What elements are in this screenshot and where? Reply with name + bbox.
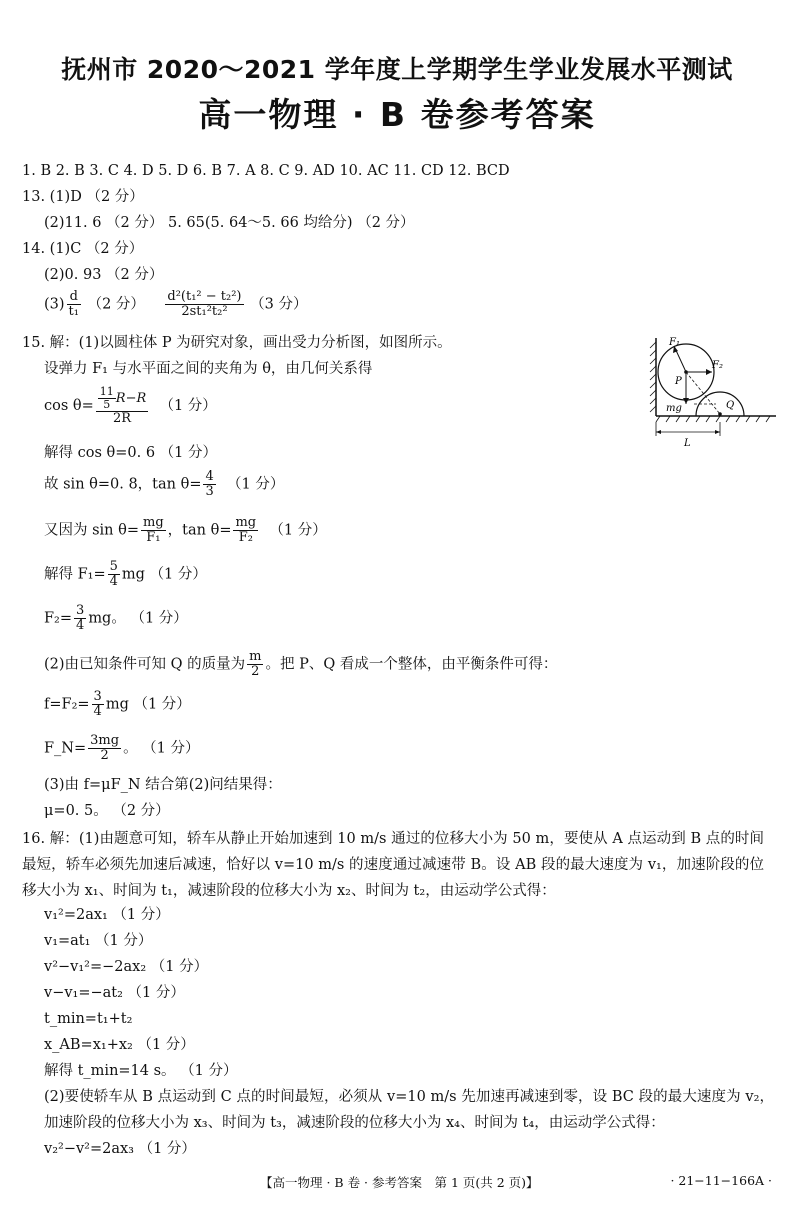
label-F1: F₁ bbox=[669, 337, 680, 348]
fraction-denominator: 5 bbox=[103, 398, 111, 411]
fraction-denominator: F₁ bbox=[146, 530, 161, 545]
fraction-numerator: 4 bbox=[205, 469, 214, 484]
fraction-denominator: 2R bbox=[112, 411, 132, 426]
footer-code: · 21−11−166A · bbox=[670, 1173, 772, 1188]
q15-mu: μ=0. 5。 （2 分） bbox=[44, 803, 170, 819]
fraction bbox=[108, 560, 120, 589]
fraction bbox=[203, 470, 215, 499]
fraction bbox=[88, 734, 121, 763]
fraction bbox=[247, 650, 263, 679]
q15-part3: (3)由 f=μF_N 结合第(2)问结果得： bbox=[44, 777, 282, 793]
score: （1 分） bbox=[226, 476, 285, 493]
label-Q: Q bbox=[726, 400, 735, 411]
q15-F2 bbox=[44, 604, 188, 633]
force-diagram bbox=[644, 332, 780, 450]
answers-line: 1. B 2. B 3. C 4. D 5. D 6. B 7. A 8. C 9. AD 10. AC 11. CD 12. BCD bbox=[22, 163, 510, 179]
q15-cos-eq bbox=[44, 386, 217, 426]
fraction-numerator: m bbox=[249, 649, 262, 664]
q16-eq: v₁²=2ax₁ （1 分） bbox=[44, 907, 170, 923]
eq-prefix: 又因为 sin θ= bbox=[44, 522, 140, 539]
fraction-denominator: 4 bbox=[93, 704, 102, 719]
score: （1 分） bbox=[269, 522, 327, 539]
fraction-numerator: mg bbox=[143, 515, 164, 530]
eq-suffix: 。 （1 分） bbox=[123, 740, 200, 757]
fraction bbox=[67, 290, 81, 319]
fraction-numerator: 3 bbox=[93, 689, 102, 704]
q15-F1 bbox=[44, 560, 207, 589]
arrowhead-icon bbox=[683, 398, 689, 404]
fraction-numerator: 5 bbox=[109, 559, 118, 574]
fraction-numerator: 11 bbox=[99, 385, 114, 398]
q16-part2: (2)要使轿车从 B 点运动到 C 点的时间最短，必须从 v=10 m/s 先加速再减速到零，设 BC 段的最大速度为 v₂，加速阶段的位移大小为 x₃、时间为 t₃，减速阶段的位移大小为 x₄、时间为 t₄，由运动学公式得： bbox=[44, 1089, 774, 1131]
eq-prefix: F_N= bbox=[44, 740, 87, 757]
q14-part3 bbox=[44, 290, 307, 319]
eq-prefix: 故 sin θ=0. 8，tan θ= bbox=[44, 476, 202, 493]
q15-sin-tan bbox=[44, 470, 284, 499]
q16-part1: 16. 解：(1)由题意可知，轿车从静止开始加速到 10 m/s 通过的位移大小为 50 m，要使从 A 点运动到 B 点的时间最短，轿车必须先加速后减速，恰好以 v=10 m/s 的速度通过减速带 B。设 AB 段的最大速度为 v₁，加速阶段的位移大小为 x₁、时间为 t₁，减速阶段的位移大小为 x₂、时间为 t₂，由运动学公式得： bbox=[22, 831, 764, 899]
eq-prefix: (2)由已知条件可知 Q 的质量为 bbox=[44, 656, 246, 673]
q14-part1: 14. (1)C （2 分） bbox=[22, 241, 144, 257]
eq-prefix: cos θ= bbox=[44, 398, 94, 414]
footer-page-info: 【高一物理 · B 卷 · 参考答案 第 1 页(共 2 页)】 bbox=[260, 1175, 539, 1190]
eq-suffix: mg。 （1 分） bbox=[88, 610, 188, 627]
label-F2: F₂ bbox=[712, 360, 723, 371]
arrowhead-icon bbox=[715, 430, 720, 434]
fraction bbox=[165, 290, 243, 319]
q15-friction bbox=[44, 690, 191, 719]
fraction-numerator: 3 bbox=[76, 603, 85, 618]
fraction bbox=[141, 516, 166, 545]
q15-intro: 15. 解：(1)以圆柱体 P 为研究对象，画出受力分析图，如图所示。 bbox=[22, 335, 452, 351]
q14-part3-prefix: (3) bbox=[44, 296, 65, 313]
eq-prefix: F₂= bbox=[44, 610, 73, 627]
fraction-denominator: 2 bbox=[251, 664, 260, 679]
arrowhead-icon bbox=[656, 430, 661, 434]
q15-line: 设弹力 F₁ 与水平面之间的夹角为 θ，由几何关系得 bbox=[44, 361, 373, 377]
eq-prefix: 解得 F₁= bbox=[44, 566, 106, 583]
fraction-denominator: 3 bbox=[205, 484, 214, 499]
fraction-numerator: d²(t₁² − t₂²) bbox=[167, 289, 242, 304]
floor-hatch bbox=[656, 416, 770, 422]
eq-suffix: mg （1 分） bbox=[105, 696, 191, 713]
q13-part1: 13. (1)D （2 分） bbox=[22, 189, 144, 205]
label-mg: mg bbox=[666, 403, 682, 414]
fraction bbox=[74, 604, 86, 633]
q16-eq: t_min=t₁+t₂ bbox=[44, 1011, 133, 1027]
fraction bbox=[92, 690, 104, 719]
q15-normal bbox=[44, 734, 200, 763]
q16-eq: v₁=at₁ （1 分） bbox=[44, 933, 153, 949]
fraction-denominator: t₁ bbox=[68, 304, 79, 319]
score: （2 分） bbox=[87, 296, 145, 313]
wall-hatch bbox=[650, 342, 656, 412]
page-title: 抚州市 2020～2021 学年度上学期学生学业发展水平测试 bbox=[61, 55, 733, 84]
fraction-denominator: 2st₁²t₂² bbox=[181, 304, 228, 319]
q16-eq: v²−v₁²=−2ax₂ （1 分） bbox=[44, 959, 209, 975]
q16-eq: v−v₁=−at₂ （1 分） bbox=[44, 985, 185, 1001]
score: （1 分） bbox=[159, 398, 217, 414]
fraction-numerator: d bbox=[67, 290, 81, 305]
fraction bbox=[96, 386, 148, 426]
q15-relation bbox=[44, 516, 327, 545]
label-L: L bbox=[684, 438, 691, 449]
eq-term: R−R bbox=[115, 391, 147, 406]
q16-eq: v₂²−v²=2ax₃ （1 分） bbox=[44, 1141, 196, 1157]
label-P: P bbox=[675, 376, 682, 387]
fraction-denominator: F₂ bbox=[238, 530, 253, 545]
eq-prefix: f=F₂= bbox=[44, 696, 90, 713]
q13-part2: (2)11. 6 （2 分） 5. 65(5. 64～5. 66 均给分) （2 分） bbox=[44, 215, 415, 231]
score: （3 分） bbox=[250, 296, 308, 313]
fraction-denominator: 2 bbox=[100, 748, 109, 763]
q14-part2: (2)0. 93 （2 分） bbox=[44, 267, 164, 283]
q16-eq: x_AB=x₁+x₂ （1 分） bbox=[44, 1037, 195, 1053]
fraction-numerator: mg bbox=[235, 515, 257, 530]
q16-result: 解得 t_min=14 s。 （1 分） bbox=[44, 1063, 238, 1079]
eq-suffix: 。把 P、Q 看成一个整体，由平衡条件可得： bbox=[265, 656, 558, 673]
page-subtitle: 高一物理 · B 卷参考答案 bbox=[198, 95, 596, 134]
q15-part2 bbox=[44, 650, 557, 679]
eq-mid: ，tan θ= bbox=[167, 522, 232, 539]
fraction-denominator: 4 bbox=[76, 618, 85, 633]
fraction bbox=[233, 516, 258, 545]
fraction-numerator: 3mg bbox=[90, 733, 120, 748]
fraction-denominator: 4 bbox=[109, 574, 118, 589]
q15-line: 解得 cos θ=0. 6 （1 分） bbox=[44, 445, 218, 461]
fraction-numerator bbox=[96, 386, 148, 412]
eq-suffix: mg （1 分） bbox=[121, 566, 207, 583]
